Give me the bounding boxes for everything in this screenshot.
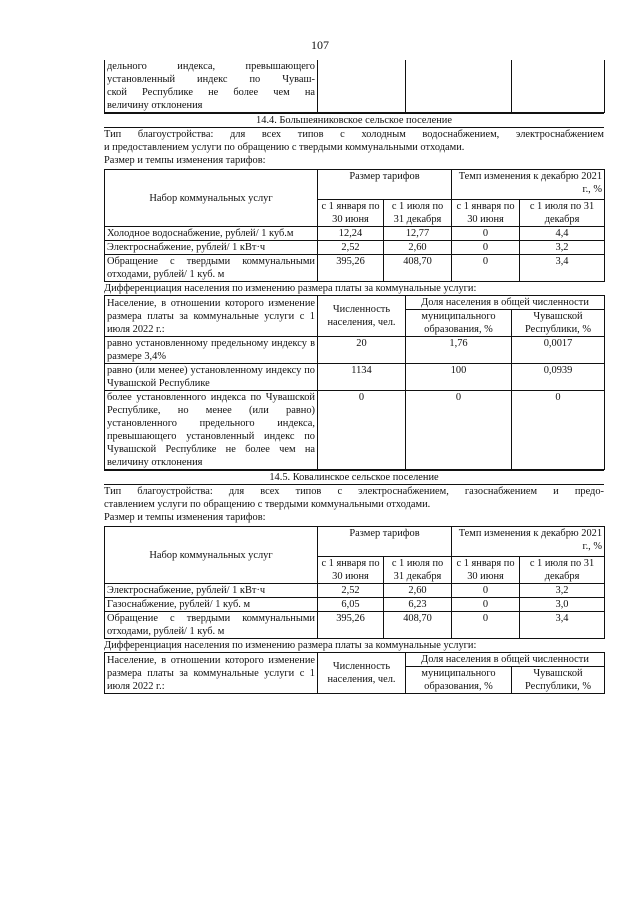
document-body [104, 60, 604, 694]
population-label: более установленного индекса по Чувашской Республике, но менее (или равно) установленного предельного индекса, превышающего установленный индекс по Чувашской Республике не более чем на величину отклонения [105, 391, 318, 470]
tariff-value: 408,70 [384, 612, 452, 639]
rate-value: 3,4 [520, 612, 605, 639]
republic-value: 0 [512, 391, 605, 470]
table-cell [318, 60, 406, 113]
municipal-header: муниципального образования, % [406, 667, 512, 694]
period-header: с 1 июля по 31 декабря [520, 557, 605, 584]
rate-value: 4,4 [520, 227, 605, 241]
period-header: с 1 июля по 31 декабря [384, 200, 452, 227]
service-name: Газоснабжение, рублей/ 1 куб. м [105, 598, 318, 612]
rate-header: Темп изменения к декабрю 2021 г., % [452, 527, 605, 557]
continuation-line: ской Республике не более чем на [107, 87, 315, 98]
service-name: Обращение с твердыми коммунальными отходами, рублей/ 1 куб. м [105, 255, 318, 282]
continuation-table [104, 60, 605, 113]
diff-caption: Дифференциация населения по изменению размера платы за коммунальные услуги: [104, 640, 477, 651]
service-name: Обращение с твердыми коммунальными отходами, рублей/ 1 куб. м [105, 612, 318, 639]
section-title: 14.4. Большеяниковское сельское поселение [104, 113, 604, 128]
municipal-header: муниципального образования, % [406, 310, 512, 337]
rate-value: 0 [452, 255, 520, 282]
share-header: Доля населения в общей численности [406, 296, 605, 310]
table-row [105, 255, 605, 282]
improvement-type [104, 485, 604, 511]
continuation-line: дельного индекса, превышающего [107, 61, 315, 72]
rate-value: 3,2 [520, 241, 605, 255]
table-row [105, 584, 605, 598]
municipal-value: 1,76 [406, 337, 512, 364]
count-header: Численность населения, чел. [318, 296, 406, 337]
population-label: равно (или менее) установленному индексу по Чувашской Республике [105, 364, 318, 391]
tariff-table [104, 526, 605, 639]
table-row [105, 337, 605, 364]
count-header: Численность населения, чел. [318, 653, 406, 694]
tariff-value: 395,26 [318, 255, 384, 282]
count-value: 1134 [318, 364, 406, 391]
period-header: с 1 июля по 31 декабря [384, 557, 452, 584]
paragraph-line: и предоставлением услуги по обращению с твердыми коммунальными отходами. [104, 142, 465, 153]
rate-value: 0 [452, 584, 520, 598]
count-value: 0 [318, 391, 406, 470]
continuation-line: величину отклонения [107, 100, 203, 111]
rate-header: Темп изменения к декабрю 2021 г., % [452, 170, 605, 200]
rate-value: 0 [452, 598, 520, 612]
tariff-caption: Размер и темпы изменения тарифов: [104, 512, 266, 523]
size-header: Размер тарифов [318, 527, 452, 557]
table-cell [406, 60, 512, 113]
period-header: с 1 января по 30 июня [452, 557, 520, 584]
share-header: Доля населения в общей численности [406, 653, 605, 667]
population-header: Население, в отношении которого изменение размера платы за коммунальные услуги с 1 июля 2022 г.: [105, 653, 318, 694]
count-value: 20 [318, 337, 406, 364]
period-header: с 1 января по 30 июня [318, 557, 384, 584]
table-row [105, 391, 605, 470]
period-header: с 1 января по 30 июня [318, 200, 384, 227]
continuation-line: установленный индекс по Чуваш- [107, 74, 315, 85]
service-name: Холодное водоснабжение, рублей/ 1 куб.м [105, 227, 318, 241]
table-row [105, 241, 605, 255]
improvement-type [104, 128, 604, 154]
republic-value: 0,0017 [512, 337, 605, 364]
paragraph-line: Тип благоустройства: для всех типов с электроснабжением, газоснабжением и предо- [104, 486, 604, 497]
rate-value: 0 [452, 612, 520, 639]
rate-value: 0 [452, 227, 520, 241]
tariff-table [104, 169, 605, 282]
republic-header: Чувашской Республики, % [512, 667, 605, 694]
tariff-value: 395,26 [318, 612, 384, 639]
service-name: Электроснабжение, рублей/ 1 кВт·ч [105, 584, 318, 598]
diff-caption: Дифференциация населения по изменению размера платы за коммунальные услуги: [104, 283, 477, 294]
republic-value: 0,0939 [512, 364, 605, 391]
tariff-value: 12,77 [384, 227, 452, 241]
service-header: Набор коммунальных услуг [105, 170, 318, 227]
tariff-value: 2,60 [384, 584, 452, 598]
municipal-value: 100 [406, 364, 512, 391]
continuation-cell [105, 60, 318, 113]
section-title: 14.5. Ковалинское сельское поселение [104, 470, 604, 485]
population-table [104, 295, 605, 470]
table-row [105, 612, 605, 639]
table-row [105, 227, 605, 241]
table-cell [512, 60, 605, 113]
tariff-caption: Размер и темпы изменения тарифов: [104, 155, 266, 166]
tariff-value: 2,52 [318, 241, 384, 255]
republic-header: Чувашской Республики, % [512, 310, 605, 337]
tariff-value: 6,23 [384, 598, 452, 612]
table-row [105, 364, 605, 391]
service-name: Электроснабжение, рублей/ 1 кВт·ч [105, 241, 318, 255]
page-number: 107 [311, 38, 329, 52]
period-header: с 1 июля по 31 декабря [520, 200, 605, 227]
municipal-value: 0 [406, 391, 512, 470]
rate-value: 3,2 [520, 584, 605, 598]
table-row [105, 598, 605, 612]
service-header: Набор коммунальных услуг [105, 527, 318, 584]
rate-value: 3,0 [520, 598, 605, 612]
rate-value: 3,4 [520, 255, 605, 282]
period-header: с 1 января по 30 июня [452, 200, 520, 227]
paragraph-line: Тип благоустройства: для всех типов с холодным водоснабжением, электроснабжением [104, 129, 604, 140]
tariff-value: 2,60 [384, 241, 452, 255]
tariff-value: 6,05 [318, 598, 384, 612]
population-table [104, 652, 605, 694]
size-header: Размер тарифов [318, 170, 452, 200]
rate-value: 0 [452, 241, 520, 255]
tariff-value: 408,70 [384, 255, 452, 282]
tariff-value: 2,52 [318, 584, 384, 598]
population-label: равно установленному предельному индексу в размере 3,4% [105, 337, 318, 364]
paragraph-line: ставлением услуги по обращению с твердыми коммунальными отходами. [104, 499, 431, 510]
tariff-value: 12,24 [318, 227, 384, 241]
population-header: Население, в отношении которого изменение размера платы за коммунальные услуги с 1 июля 2022 г.: [105, 296, 318, 337]
